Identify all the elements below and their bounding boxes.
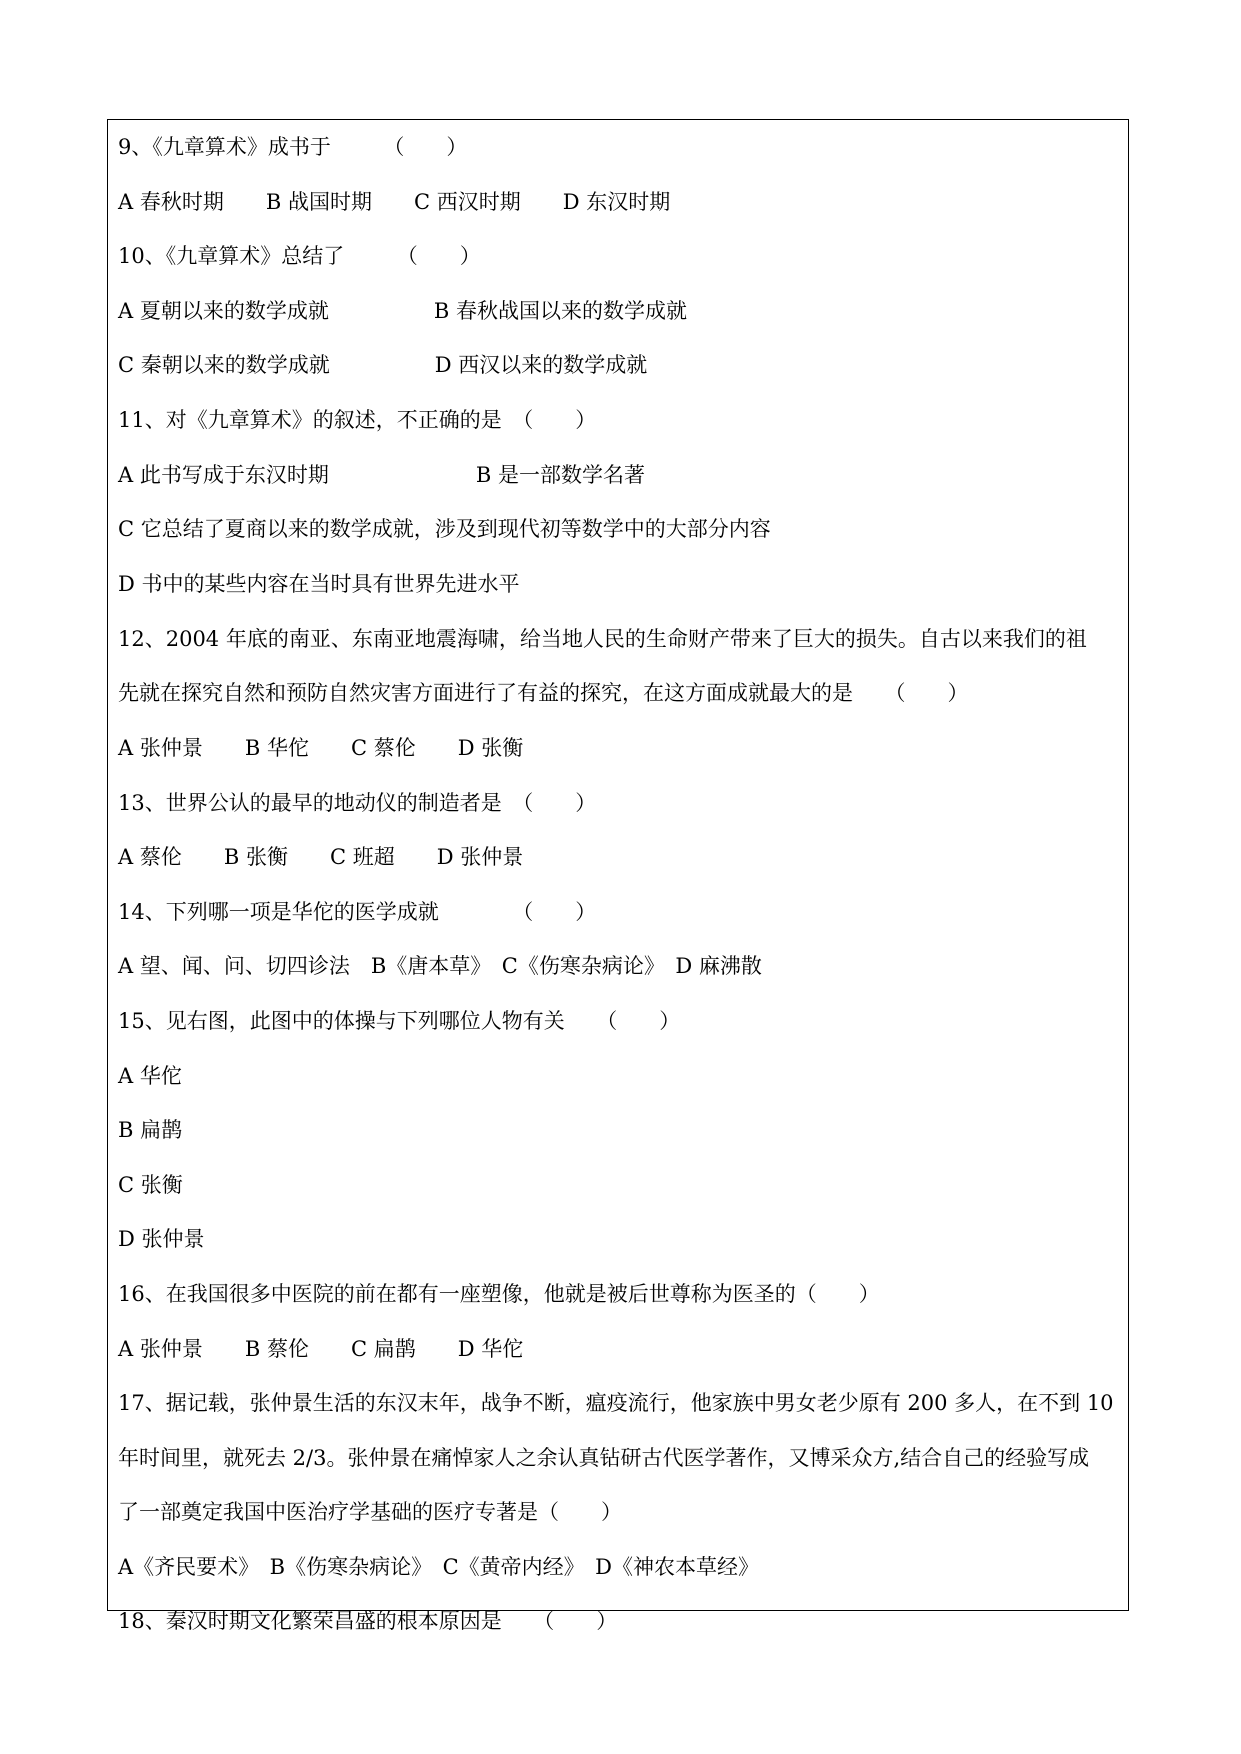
question-17-options: A《齐民要术》 B《伤寒杂病论》 C《黄帝内经》 D《神农本草经》 (118, 1555, 759, 1579)
question-12-line-2: 先就在探究自然和预防自然灾害方面进行了有益的探究，在这方面成就最大的是 （ ） (118, 681, 969, 705)
question-10-options-ab: A 夏朝以来的数学成就 B 春秋战国以来的数学成就 (118, 299, 687, 323)
question-15-option-c: C 张衡 (118, 1173, 183, 1197)
question-10: 10、《九章算术》总结了 （ ） (118, 244, 481, 268)
question-9-options: A 春秋时期 B 战国时期 C 西汉时期 D 东汉时期 (118, 190, 671, 214)
question-18: 18、秦汉时期文化繁荣昌盛的根本原因是 （ ） (118, 1609, 618, 1633)
question-13: 13、世界公认的最早的地动仪的制造者是 （ ） (118, 791, 597, 815)
question-11: 11、对《九章算术》的叙述，不正确的是 （ ） (118, 408, 597, 432)
question-9: 9、《九章算术》成书于 （ ） (118, 135, 468, 159)
question-12-line-1: 12、2004 年底的南亚、东南亚地震海啸，给当地人民的生命财产带来了巨大的损失。自古以来我们的祖 (118, 627, 1087, 651)
question-17-line-2: 年时间里，就死去 2/3。张仲景在痛悼家人之余认真钻研古代医学著作，又博采众方,结合自己的经验写成 (118, 1446, 1090, 1470)
question-15-option-a: A 华佗 (118, 1064, 182, 1088)
question-11-option-c: C 它总结了夏商以来的数学成就，涉及到现代初等数学中的大部分内容 (118, 517, 771, 541)
question-16-options: A 张仲景 B 蔡伦 C 扁鹊 D 华佗 (118, 1337, 524, 1361)
question-17-line-3: 了一部奠定我国中医治疗学基础的医疗专著是（ ） (118, 1500, 622, 1524)
question-11-options-ab: A 此书写成于东汉时期 B 是一部数学名著 (118, 463, 645, 487)
question-15: 15、见右图，此图中的体操与下列哪位人物有关 （ ） (118, 1009, 681, 1033)
question-13-options: A 蔡伦 B 张衡 C 班超 D 张仲景 (118, 845, 524, 869)
question-10-options-cd: C 秦朝以来的数学成就 D 西汉以来的数学成就 (118, 353, 648, 377)
question-17-line-1: 17、据记载，张仲景生活的东汉末年，战争不断，瘟疫流行，他家族中男女老少原有 200 多人，在不到 10 (118, 1391, 1114, 1415)
question-16: 16、在我国很多中医院的前在都有一座塑像，他就是被后世尊称为医圣的（ ） (118, 1282, 880, 1306)
question-14-options: A 望、闻、问、切四诊法 B《唐本草》 C《伤寒杂病论》 D 麻沸散 (118, 954, 762, 978)
question-11-option-d: D 书中的某些内容在当时具有世界先进水平 (118, 572, 520, 596)
question-15-option-b: B 扁鹊 (118, 1118, 183, 1142)
question-15-option-d: D 张仲景 (118, 1227, 205, 1251)
question-12-options: A 张仲景 B 华佗 C 蔡伦 D 张衡 (118, 736, 524, 760)
question-14: 14、下列哪一项是华佗的医学成就 （ ） (118, 900, 597, 924)
